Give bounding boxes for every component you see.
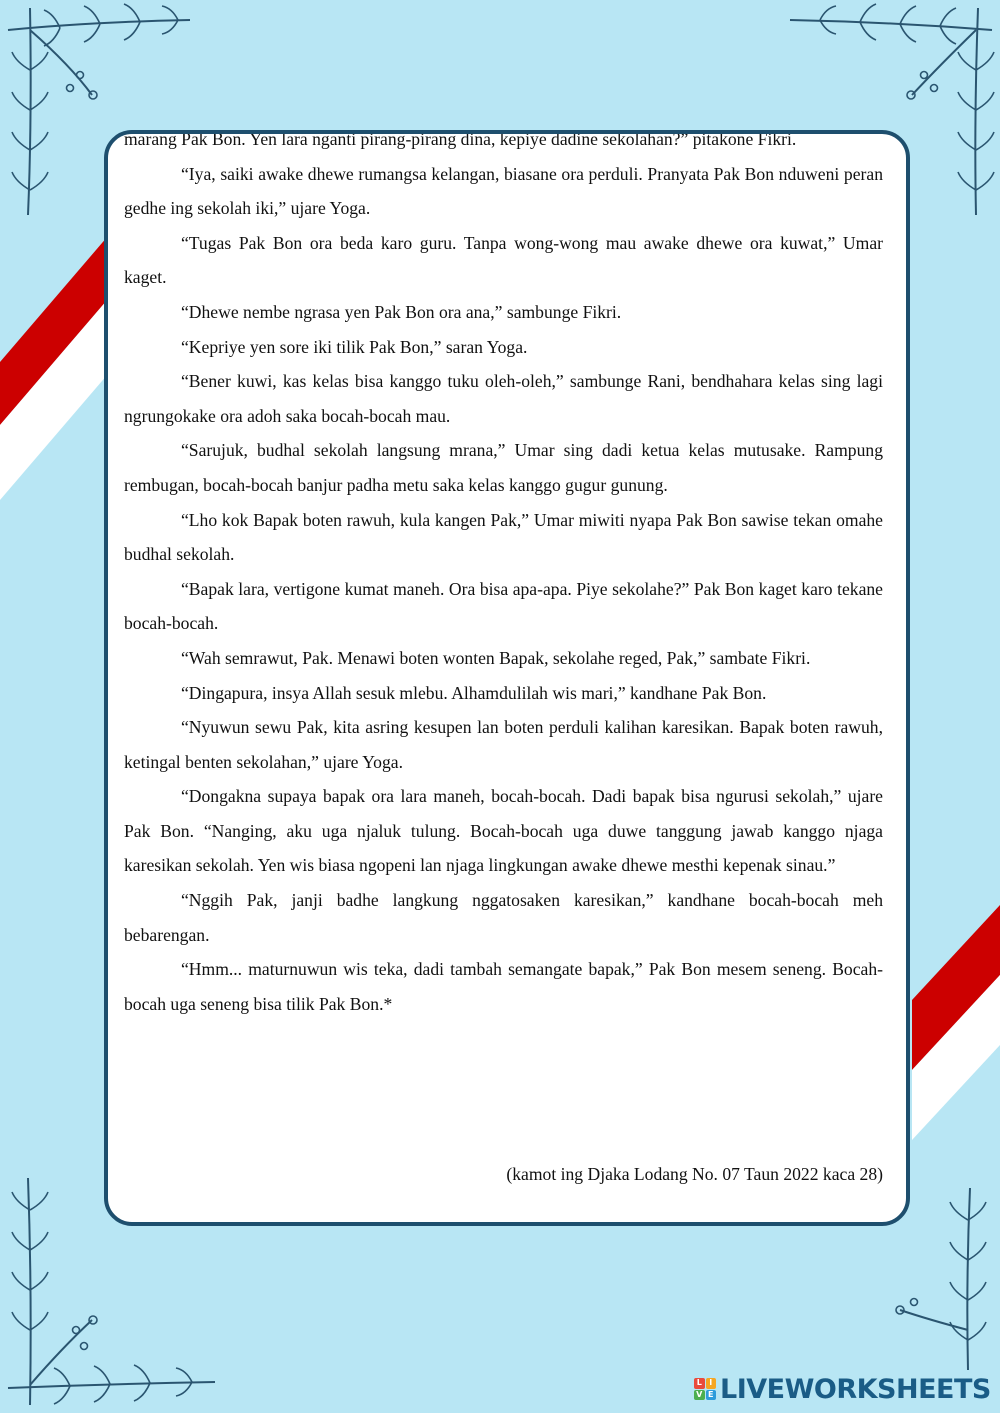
live-letter: I <box>706 1378 717 1389</box>
paragraph: “Nggih Pak, janji badhe langkung nggatosaken karesikan,” kandhane bocah-bocah meh bebarengan. <box>124 890 883 945</box>
story-card <box>104 130 910 1226</box>
live-letter: V <box>694 1390 705 1401</box>
paragraph: marang Pak Bon. Yen lara nganti pirang-pirang dina, kepiye dadine sekolahan?” pitakone Fikri. <box>124 130 797 149</box>
paragraph: “Bener kuwi, kas kelas bisa kanggo tuku oleh-oleh,” sambunge Rani, bendhahara kelas sing lagi ngrungokake ora adoh saka bocah-bocah mau. <box>124 371 883 426</box>
paragraph: “Iya, saiki awake dhewe rumangsa kelangan, biasane ora perduli. Pranyata Pak Bon nduweni peran gedhe ing sekolah iki,” ujare Yoga. <box>124 163 883 219</box>
paragraph: “Lho kok Bapak boten rawuh, kula kangen Pak,” Umar miwiti nyapa Pak Bon sawise tekan omahe budhal sekolah. <box>124 509 883 565</box>
story-text <box>124 130 883 1021</box>
brand-name: LIVEWORKSHEETS <box>720 1373 991 1405</box>
paragraph: “Sarujuk, budhal sekolah langsung mrana,” Umar sing dadi ketua kelas mutusake. Rampung rembugan, bocah-bocah banjur padha metu saka kelas kanggo gugur gunung. <box>124 440 883 495</box>
paragraph: “Hmm... maturnuwun wis teka, dadi tambah semangate bapak,” Pak Bon mesem seneng. Bocah-bocah uga seneng bisa tilik Pak Bon.* <box>124 959 883 1014</box>
paragraph: “Bapak lara, vertigone kumat maneh. Ora bisa apa-apa. Piye sekolahe?” Pak Bon kaget karo tekane bocah-bocah. <box>124 578 883 634</box>
live-letter: E <box>706 1390 717 1401</box>
live-badge-icon <box>694 1378 716 1400</box>
paragraph: “Dhewe nembe ngrasa yen Pak Bon ora ana,” sambunge Fikri. <box>181 301 622 322</box>
paragraph: “Dongakna supaya bapak ora lara maneh, bocah-bocah. Dadi bapak bisa ngurusi sekolah,” ujare Pak Bon. “Nanging, aku uga njaluk tulung. Bocah-bocah uga duwe tanggung jawab kanggo njaga karesikan sekolah. Yen wis biasa ngopeni lan njaga lingkungan awake dhewe mesthi kepenak sinau.” <box>124 786 883 876</box>
paragraph: “Wah semrawut, Pak. Menawi boten wonten Bapak, sekolahe reged, Pak,” sambate Fikri. <box>181 647 811 668</box>
paragraph: “Nyuwun sewu Pak, kita asring kesupen lan boten perduli kalihan karesikan. Bapak boten rawuh, ketingal benten sekolahan,” ujare Yoga. <box>124 717 883 772</box>
paragraph: “Kepriye yen sore iki tilik Pak Bon,” saran Yoga. <box>181 336 528 357</box>
liveworksheets-logo[interactable] <box>694 1374 994 1404</box>
paragraph: “Tugas Pak Bon ora beda karo guru. Tanpa wong-wong mau awake dhewe ora kuwat,” Umar kaget. <box>124 232 883 288</box>
live-letter: L <box>694 1378 705 1389</box>
paragraph: “Dingapura, insya Allah sesuk mlebu. Alhamdulilah wis mari,” kandhane Pak Bon. <box>181 682 767 703</box>
source-citation: (kamot ing Djaka Lodang No. 07 Taun 2022 kaca 28) <box>506 1164 883 1184</box>
